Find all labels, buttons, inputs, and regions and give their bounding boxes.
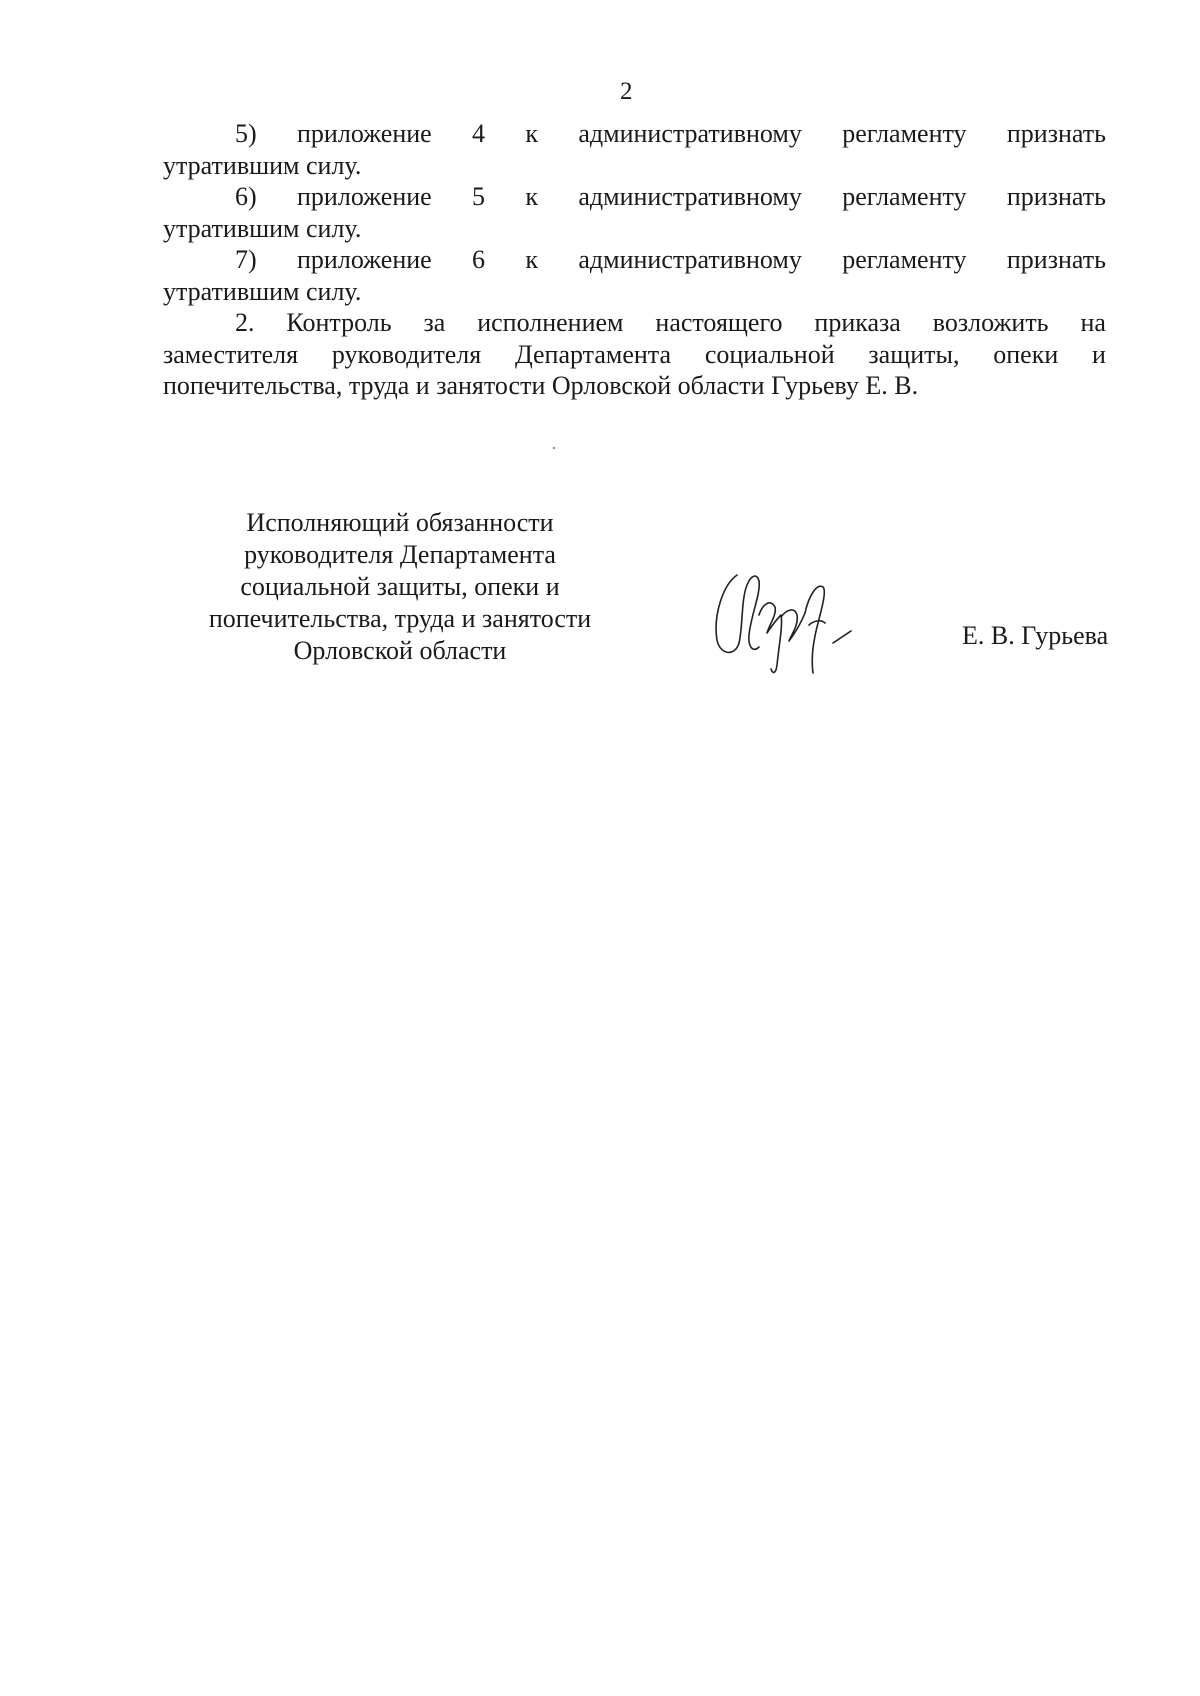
word: социальной xyxy=(704,339,835,369)
word: 6 xyxy=(472,245,486,274)
list-item-line xyxy=(163,244,1106,276)
word: признать xyxy=(1006,245,1106,274)
word: признать xyxy=(1006,119,1106,148)
item-number: 7) xyxy=(235,245,257,274)
item-number: 6) xyxy=(235,182,257,211)
document-body xyxy=(163,118,1106,402)
word: регламенту xyxy=(842,182,967,211)
word: на xyxy=(1080,308,1106,337)
word: приказа xyxy=(814,308,901,337)
position-line: Орловской области xyxy=(293,636,507,665)
word: приложение xyxy=(297,119,432,148)
paragraph-line xyxy=(163,307,1106,339)
word: к xyxy=(525,182,539,211)
word: возложить xyxy=(932,308,1049,337)
list-item-continuation: утратившим силу. xyxy=(163,213,362,243)
word: к xyxy=(525,245,539,274)
position-line: Исполняющий обязанности xyxy=(246,508,554,537)
handwritten-signature xyxy=(705,555,855,680)
word: административному xyxy=(578,119,802,148)
position-line: руководителя Департамента xyxy=(244,540,556,569)
signer-name: Е. В. Гурьева xyxy=(962,621,1109,650)
word: за xyxy=(423,308,446,337)
word: Контроль xyxy=(286,308,392,337)
signatory-position xyxy=(170,507,630,667)
word: 5 xyxy=(472,182,486,211)
word: признать xyxy=(1006,182,1106,211)
word: приложение xyxy=(297,182,432,211)
word: административному xyxy=(578,182,802,211)
word: регламенту xyxy=(842,245,967,274)
word: регламенту xyxy=(842,119,967,148)
word: административному xyxy=(578,245,802,274)
word: заместителя xyxy=(163,339,299,369)
list-item-line xyxy=(163,181,1106,213)
word: защиты, xyxy=(868,339,960,369)
item-number: 5) xyxy=(235,119,257,148)
word: исполнением xyxy=(477,308,624,337)
scan-dot xyxy=(553,447,555,449)
list-item-line xyxy=(163,118,1106,150)
word: настоящего xyxy=(655,308,783,337)
word: к xyxy=(525,119,539,148)
paragraph-number: 2. xyxy=(235,308,255,337)
list-item-continuation: утратившим силу. xyxy=(163,276,362,306)
paragraph-line xyxy=(163,339,1106,371)
list-item-continuation: утратившим силу. xyxy=(163,150,362,180)
word: приложение xyxy=(297,245,432,274)
position-line: попечительства, труда и занятости xyxy=(208,604,592,633)
word: опеки xyxy=(993,339,1059,369)
paragraph-last-line: попечительства, труда и занятости Орловской области Гурьеву Е. В. xyxy=(163,371,919,400)
word: руководителя xyxy=(331,339,482,369)
word: и xyxy=(1092,339,1106,369)
word: Департамента xyxy=(514,339,672,369)
position-line: социальной защиты, опеки и xyxy=(240,572,560,601)
page-number: 2 xyxy=(620,78,633,105)
word: 4 xyxy=(472,119,486,148)
